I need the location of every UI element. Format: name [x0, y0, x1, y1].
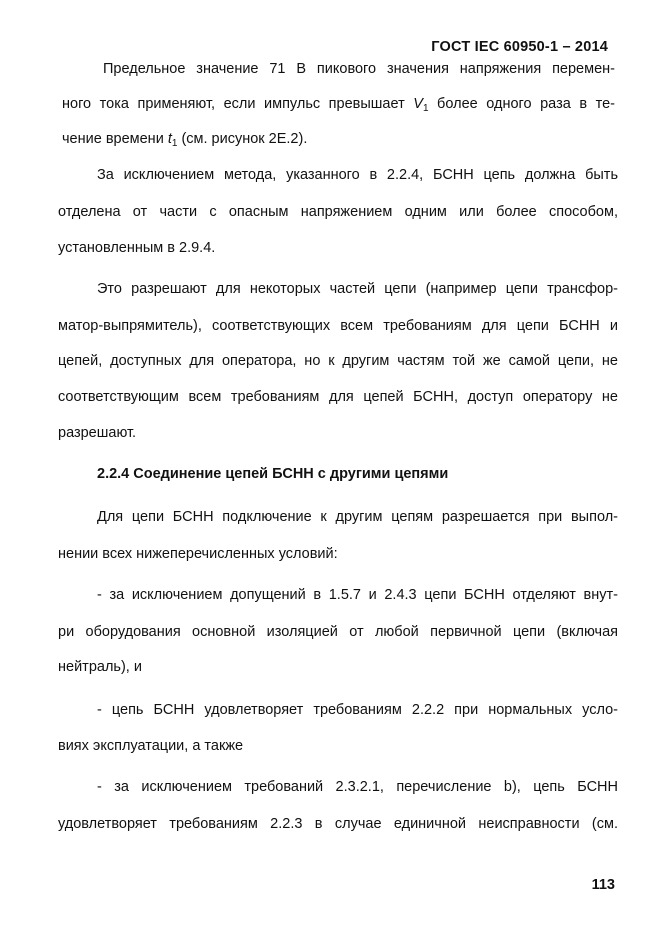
paragraph-line: нении всех нижеперечисленных условий:	[58, 546, 338, 562]
list-item-line: виях эксплуатации, а также	[58, 738, 244, 754]
section-heading: 2.2.4 Соединение цепей БСНН с другими цепями	[97, 466, 449, 482]
paragraph-line: матор-выпрямитель), соответствующих всем требованиям для цепи БСНН и	[58, 318, 618, 334]
paragraph-line: установленным в 2.9.4.	[58, 240, 216, 256]
variable-t: t	[167, 131, 172, 147]
paragraph-line: отделена от части с опасным напряжением одним или более способом,	[58, 204, 618, 220]
document-header: ГОСТ IEC 60950-1 – 2014	[431, 39, 608, 55]
list-item-line: ри оборудования основной изоляцией от любой первичной цепи (включая	[58, 624, 618, 640]
list-item-line: - за исключением требований 2.3.2.1, перечисление b), цепь БСНН	[97, 779, 618, 795]
text-run: (см. рисунок 2Е.2).	[177, 131, 308, 147]
list-item-line: - за исключением допущений в 1.5.7 и 2.4.3 цепи БСНН отделяют внут-	[97, 587, 618, 603]
paragraph-line: За исключением метода, указанного в 2.2.4, БСНН цепь должна быть	[97, 167, 618, 183]
list-item-line: - цепь БСНН удовлетворяет требованиям 2.2.2 при нормальных усло-	[97, 702, 618, 718]
variable-v: V	[413, 96, 423, 112]
text-run: ного тока применяют, если импульс превышает	[62, 96, 414, 112]
paragraph-line: соответствующим всем требованиям для цепей БСНН, доступ оператору не	[58, 389, 618, 405]
text-run: чение времени	[62, 131, 168, 147]
paragraph-line: Предельное значение 71 В пикового значения напряжения перемен-	[103, 61, 615, 77]
subscript: 1	[422, 103, 429, 114]
page-number: 113	[591, 877, 615, 893]
list-item-line: удовлетворяет требованиям 2.2.3 в случае единичной неисправности (см.	[58, 816, 618, 832]
paragraph-line	[62, 130, 307, 153]
list-item-line: нейтраль), и	[58, 659, 142, 675]
paragraph-line: Это разрешают для некоторых частей цепи (например цепи трансфор-	[97, 281, 618, 297]
text-run: более одного раза в те-	[428, 96, 615, 112]
subscript: 1	[171, 138, 178, 149]
paragraph-line: Для цепи БСНН подключение к другим цепям разрешается при выпол-	[97, 509, 618, 525]
paragraph-line: разрешают.	[58, 425, 137, 441]
paragraph-line	[62, 95, 615, 118]
paragraph-line: цепей, доступных для оператора, но к другим частям той же самой цепи, не	[58, 353, 618, 369]
